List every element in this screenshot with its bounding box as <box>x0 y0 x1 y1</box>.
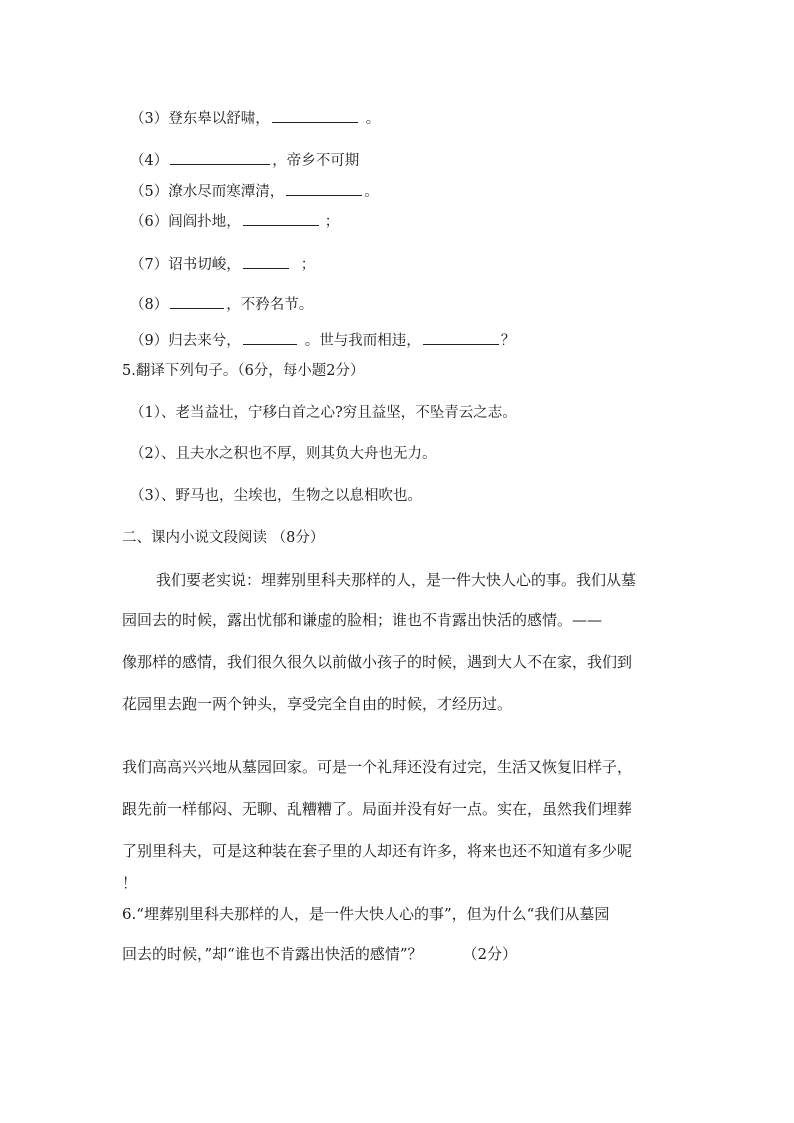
item-text: 。世与我而相违， <box>304 333 421 349</box>
answer-blank[interactable] <box>170 150 270 165</box>
item-number: （8） <box>130 297 169 313</box>
item-number: （9） <box>130 333 169 349</box>
item-number: （3） <box>130 111 169 127</box>
fill-item-6 <box>130 211 339 232</box>
item-text: 。 <box>365 111 381 127</box>
item-text: 登东皋以舒啸， <box>168 111 270 127</box>
answer-blank[interactable] <box>243 211 319 226</box>
passage-line: ！ <box>122 874 138 892</box>
item-text: ； <box>300 257 316 273</box>
q6-score: （2分） <box>462 945 518 963</box>
passage-line: 花园里去跑一两个钟头，享受完全自由的时候，才经历过。 <box>122 695 513 713</box>
fill-item-3 <box>130 108 380 129</box>
passage-line: 我们高高兴兴地从墓园回家。可是一个礼拜还没有过完，生活又恢复旧样子， <box>122 758 633 776</box>
item-text: 归去来兮， <box>168 333 241 349</box>
item-text: ； <box>324 214 340 230</box>
q6-text: 回去的时候，”却“谁也不肯露出快活的感情”？ <box>122 945 423 963</box>
item-text: 闾阎扑地， <box>168 214 241 230</box>
fill-item-5 <box>130 181 379 202</box>
section-2-title: 二、课内小说文段阅读 （8分） <box>122 530 325 546</box>
item-number: （5） <box>130 184 169 200</box>
answer-blank[interactable] <box>423 330 499 345</box>
answer-blank[interactable] <box>272 108 358 123</box>
item-text: 诏书切峻， <box>168 257 241 273</box>
q5-item-1: （1）、老当益壮，宁移白首之心?穷且益坚，不坠青云之志。 <box>130 405 517 421</box>
passage-line: 我们要老实说：埋葬别里科夫那样的人，是一件大快人心的事。我们从墓 <box>156 571 637 589</box>
q5-item-3: （3）、野马也，尘埃也，生物之以息相吹也。 <box>130 488 422 504</box>
answer-blank[interactable] <box>286 181 362 196</box>
fill-item-8 <box>130 294 313 315</box>
item-number: （7） <box>130 257 169 273</box>
fill-item-4 <box>130 150 359 171</box>
item-text: 。 <box>364 184 379 200</box>
passage-line: 像那样的感情，我们很久很久以前做小孩子的时候，遇到大人不在家，我们到 <box>122 653 633 671</box>
answer-blank[interactable] <box>243 330 297 345</box>
q5-item-2: （2）、且夫水之积也不厚，则其负大舟也无力。 <box>130 446 437 462</box>
q6-line-1: 6.“埋葬别里科夫那样的人，是一件大快人心的事”，但为什么“我们从墓园 <box>122 905 610 923</box>
passage-line: 跟先前一样郁闷、无聊、乱糟糟了。局面并没有好一点。实在，虽然我们埋葬 <box>122 800 633 818</box>
item-number: （6） <box>130 214 169 230</box>
fill-item-7 <box>130 254 315 275</box>
answer-blank[interactable] <box>243 254 289 269</box>
item-text: 潦水尽而寒潭清， <box>168 184 285 200</box>
item-text: ，帝乡不可期 <box>272 153 360 169</box>
answer-blank[interactable] <box>170 294 224 309</box>
passage-line: 了别里科夫，可是这种装在套子里的人却还有许多，将来也还不知道有多少呢 <box>122 842 633 860</box>
passage-line: 园回去的时候，露出忧郁和谦虚的脸相；谁也不肯露出快活的感情。—— <box>122 611 603 629</box>
q6-line-2 <box>122 944 517 964</box>
q5-title: 5.翻译下列句子。（6分，每小题2分） <box>122 363 365 379</box>
item-text: ？ <box>500 333 516 349</box>
fill-item-9 <box>130 330 515 351</box>
item-number: （4） <box>130 153 169 169</box>
item-text: ，不矜名节。 <box>226 297 314 313</box>
